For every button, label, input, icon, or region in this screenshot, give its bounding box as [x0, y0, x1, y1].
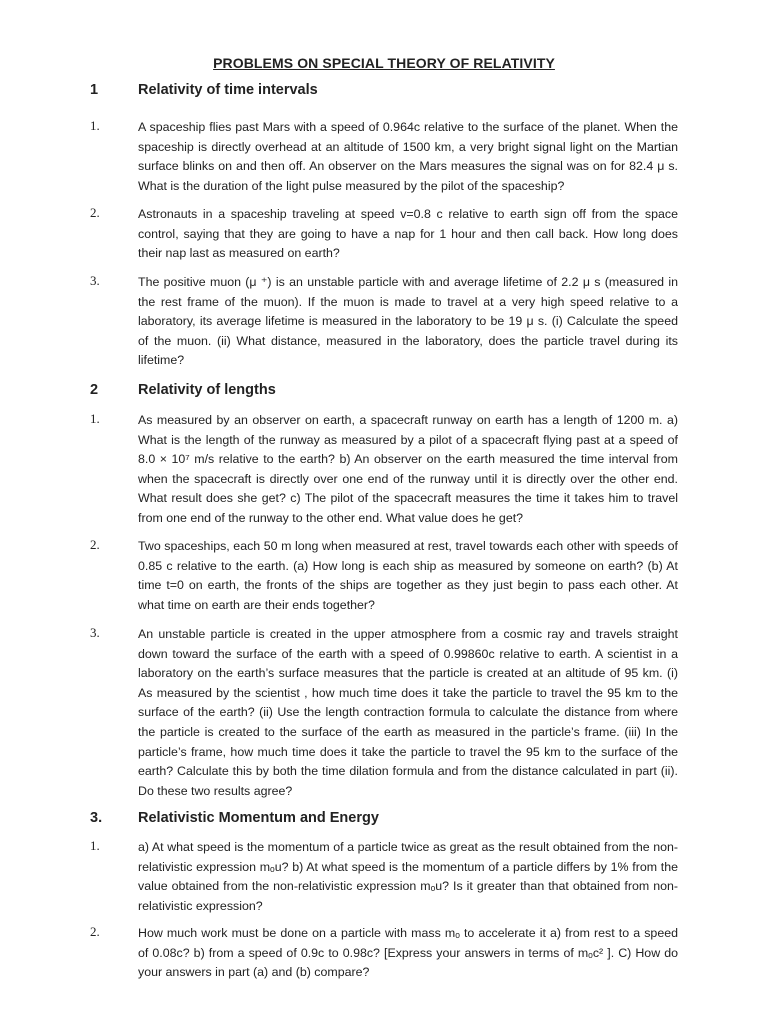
section-title: Relativistic Momentum and Energy [138, 810, 379, 826]
section-title: Relativity of time intervals [138, 82, 318, 98]
problem-number: 1. [90, 411, 100, 426]
problem-text: A spaceship flies past Mars with a speed of 0.964c relative to the surface of the planet. When the spaceship is directly overhead at an altitude of 1500 km, a very bright signal light on the Martian surface blinks on and then off. An observer on the Mars measures the signal was on for 82.4 μ s. What is the duration of the light pulse measured by the pilot of the spaceship? [138, 120, 678, 193]
section-3-heading [0, 810, 768, 832]
problem-text: An unstable particle is created in the upper atmosphere from a cosmic ray and travels straight down toward the surface of the earth with a speed of 0.99860c relative to earth. A scientist in a laboratory on the earth’s surface measures that the particle is created at an altitude of 95 km. (i) As measured by the scientist , how much time does it take the particle to travel the 95 km to the surface of the earth? (ii) Use the length contraction formula to calculate the distance from where the particle is created to the surface of the earth as measured in the particle’s frame. (iii) In the particle’s frame, how much time does it take the particle to travel the 95 km to the surface of the earth? Calculate this by both the time dilation formula and from the distance calculated in part (ii). Do these two results agree? [138, 627, 678, 798]
problem-text: As measured by an observer on earth, a spacecraft runway on earth has a length of 1200 m. a) What is the length of the runway as measured by a pilot of a spacecraft flying past at a speed of 8.0 × 10⁷ m/s relative to the earth? b) An observer on the earth measured the time interval from when the spacecraft is directly over one end of the runway until it is directly over the other end. What result does she get? c) The pilot of the spacecraft measures the time it takes him to travel from one end of the runway to the other end. What value does he get? [138, 413, 678, 525]
section-number: 3. [90, 810, 103, 826]
section-title: Relativity of lengths [138, 382, 276, 398]
problem-number: 2. [90, 205, 100, 220]
problem-number: 1. [90, 118, 100, 133]
section-2-heading [0, 382, 768, 404]
problem-number: 3. [90, 273, 100, 288]
problem-number: 3. [90, 625, 100, 640]
problem-number: 2. [90, 537, 100, 552]
page-title: PROBLEMS ON SPECIAL THEORY OF RELATIVITY [213, 55, 555, 71]
problem-text: Astronauts in a spaceship traveling at speed v=0.8 c relative to earth sign off from the space control, saying that they are going to have a nap for 1 hour and then call back. How long does their nap last as measured on earth? [138, 207, 678, 261]
problem-text: a) At what speed is the momentum of a particle twice as great as the result obtained from the non-relativistic expression mₒu? b) At what speed is the momentum of a particle differs by 1% from the value obtained from the non-relativistic expression mₒu? Is it greater than that obtained from non-relativistic expression? [138, 840, 678, 913]
section-number: 2 [90, 382, 99, 398]
problem-number: 1. [90, 838, 100, 853]
problem-text: How much work must be done on a particle with mass mₒ to accelerate it a) from rest to a speed of 0.08c? b) from a speed of 0.9c to 0.98c? [Express your answers in terms of mₒc² ]. C) How do your answers in part (a) and (b) compare? [138, 926, 678, 980]
section-1-heading [0, 82, 768, 104]
problem-number: 2. [90, 924, 100, 939]
problem-text: The positive muon (μ ⁺) is an unstable particle with and average lifetime of 2.2 μ s (measured in the rest frame of the muon). If the muon is made to travel at a very high speed relative to a laboratory, its average lifetime is measured in the laboratory to be 19 μ s. (i) Calculate the speed of the muon. (ii) What distance, measured in the laboratory, does the particle travel during its lifetime? [138, 275, 678, 368]
problem-text: Two spaceships, each 50 m long when measured at rest, travel towards each other with speeds of 0.85 c relative to the earth. (a) How long is each ship as measured by someone on earth? (b) At time t=0 on earth, the fronts of the ships are together as they just begin to pass each other. At what time on earth are their ends together? [138, 539, 678, 612]
section-number: 1 [90, 82, 99, 98]
